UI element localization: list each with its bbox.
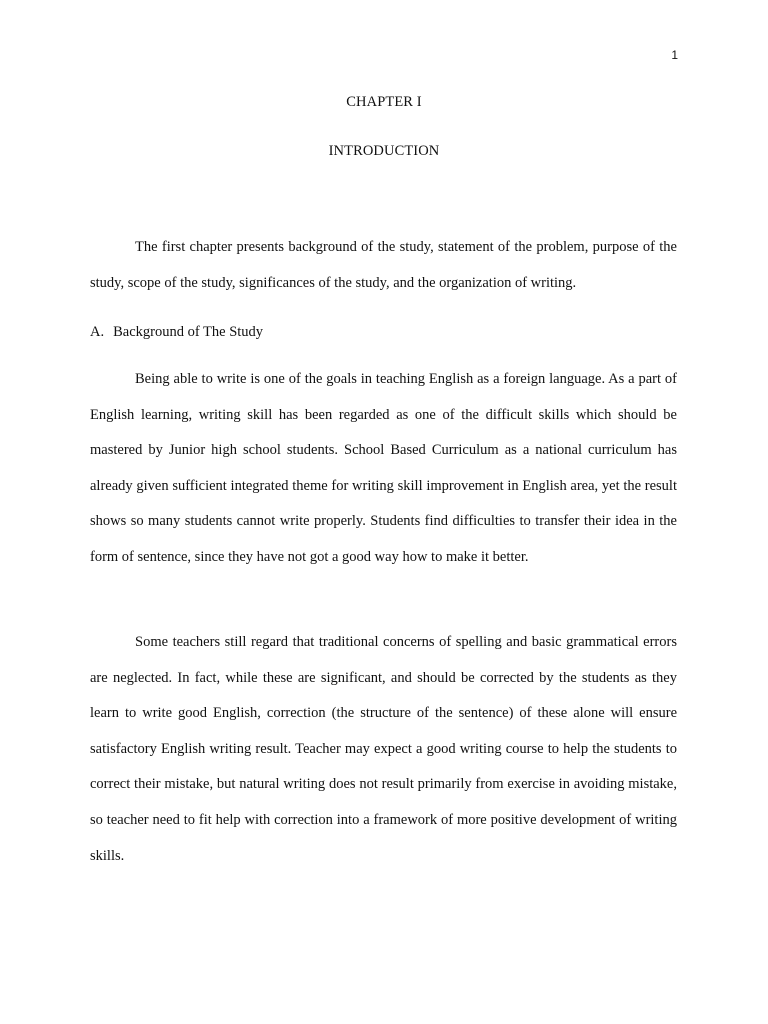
section-marker: A. [90, 324, 105, 340]
page-number: 1 [671, 48, 678, 62]
background-paragraph-1-container [90, 362, 677, 576]
background-paragraph-2-container [90, 625, 677, 874]
intro-paragraph: The first chapter presents background of the study, statement of the problem, purpose of the study, scope of the study, significances of the study, and the organization of writing. [90, 239, 677, 291]
section-title: Background of The Study [113, 324, 264, 340]
background-paragraph-2: Some teachers still regard that traditional concerns of spelling and basic grammatical errors are neglected. In fact, while these are significant, and should be corrected by the students as they learn to write good English, correction (the structure of the sentence) of these alone will ensure satisfactory English writing result. Teacher may expect a good writing course to help the students to correct their mistake, but natural writing does not result primarily from exercise in avoiding mistake, so teacher need to fit help with correction into a framework of more positive development of writing skills. [90, 634, 677, 864]
section-heading [90, 321, 263, 343]
chapter-heading: CHAPTER I [346, 94, 422, 110]
intro-section [90, 230, 677, 301]
background-paragraph-1: Being able to write is one of the goals in teaching English as a foreign language. As a part of English learning, writing skill has been regarded as one of the difficult skills which should be mastered by Junior high school students. School Based Curriculum as a national curriculum has already given sufficient integrated theme for writing skill improvement in English area, yet the result shows so many students cannot write properly. Students find difficulties to transfer their idea in the form of sentence, since they have not got a good way how to make it better. [90, 371, 677, 565]
chapter-subheading: INTRODUCTION [328, 143, 440, 159]
